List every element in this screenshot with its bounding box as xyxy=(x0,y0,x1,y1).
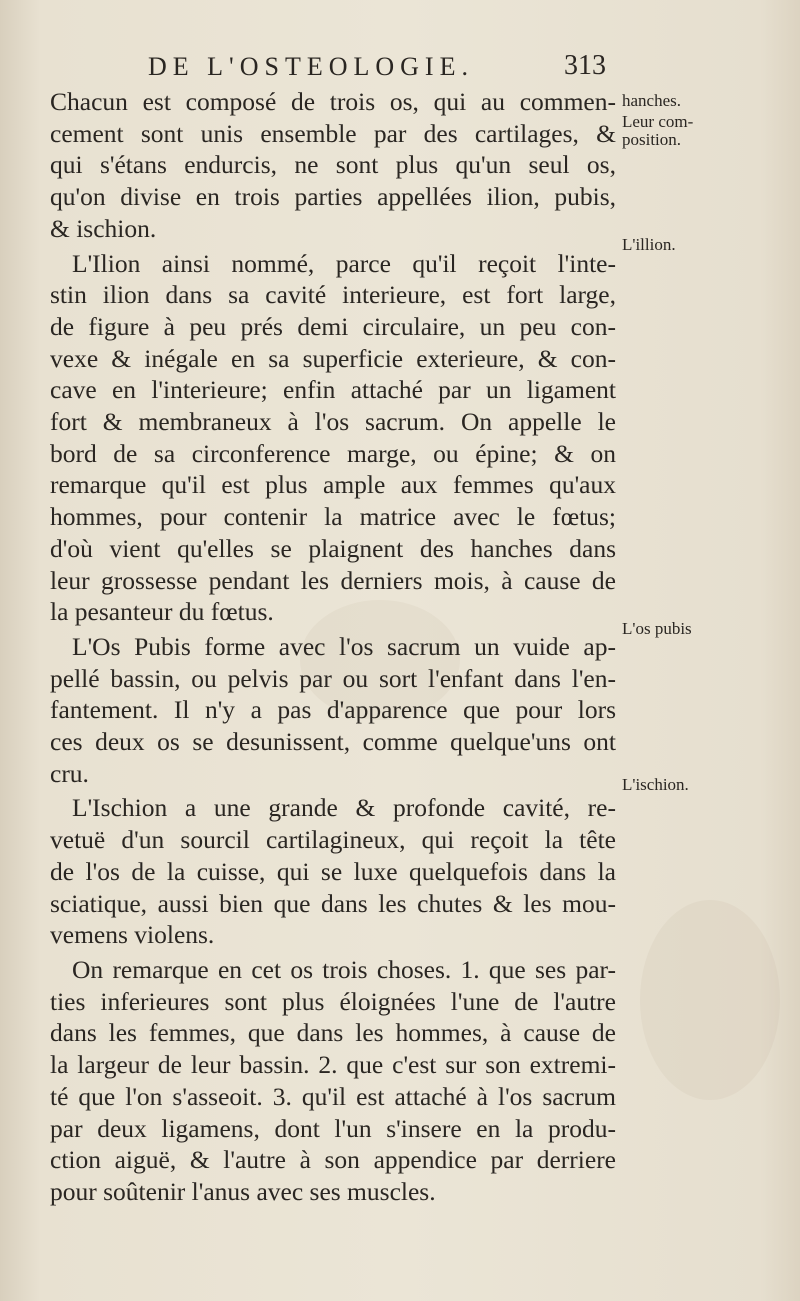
margin-note-position: position. xyxy=(622,130,682,149)
text-line: d'où vient qu'elles se plaignent des hanches dans xyxy=(50,533,616,563)
text-line: L'Os Pubis forme avec l'os sacrum un vuide ap- xyxy=(72,631,616,661)
paragraph-composition xyxy=(50,86,616,245)
text-line: de figure à peu prés demi circulaire, un peu con- xyxy=(50,311,616,341)
margin-note-os-pubis: L'os pubis xyxy=(622,619,692,638)
text-line: leur grossesse pendant les derniers mois, à cause de xyxy=(50,565,616,595)
margin-note-illion: L'illion. xyxy=(622,235,676,254)
text-line: ction aiguë, & l'autre à son appendice par derriere xyxy=(50,1145,616,1175)
text-line: Chacun est composé de trois os, qui au commen- xyxy=(50,87,616,116)
text-line: pellé bassin, ou pelvis par ou sort l'enfant dans l'en- xyxy=(50,663,616,693)
text-line: vemens violens. xyxy=(50,920,215,950)
running-title: DE L'OSTEOLOGIE. xyxy=(148,52,474,81)
text-line: remarque qu'il est plus ample aux femmes qu'aux xyxy=(50,470,616,500)
text-line: vexe & inégale en sa superficie exterieure, & con- xyxy=(50,343,616,373)
text-line: stin ilion dans sa cavité interieure, est fort large, xyxy=(50,280,616,310)
text-line: qui s'étans endurcis, ne sont plus qu'un seul os, xyxy=(50,150,616,180)
text-line: ties inferieures sont plus éloignées l'une de l'autre xyxy=(50,986,616,1016)
text-line: cave en l'interieure; enfin attaché par un ligament xyxy=(50,375,616,405)
page-number: 313 xyxy=(564,50,606,81)
text-line: fort & membraneux à l'os sacrum. On appelle le xyxy=(50,407,616,437)
text-line: té que l'on s'asseoit. 3. qu'il est attaché à l'os sacrum xyxy=(50,1081,616,1111)
paragraph-ilion xyxy=(50,248,616,628)
text-line: On remarque en cet os trois choses. 1. que ses par- xyxy=(72,954,616,984)
margin-note-ischion: L'ischion. xyxy=(622,775,689,794)
main-text xyxy=(50,86,616,1208)
text-line: ces deux os se desunissent, comme quelque'uns ont xyxy=(50,727,616,757)
text-line: par deux ligamens, dont l'un s'insere en la produ- xyxy=(50,1113,616,1143)
text-line: cement sont unis ensemble par des cartilages, & xyxy=(50,118,616,148)
text-line: sciatique, aussi bien que dans les chutes & les mou- xyxy=(50,888,616,918)
text-line: la largeur de leur bassin. 2. que c'est sur son extremi- xyxy=(50,1050,616,1080)
text-line: hommes, pour contenir la matrice avec le fœtus; xyxy=(50,502,616,532)
text-line: bord de sa circonference marge, ou épine; & on xyxy=(50,438,616,468)
text-line: L'Ilion ainsi nommé, parce qu'il reçoit l'inte- xyxy=(72,248,616,278)
text-line: la pesanteur du fœtus. xyxy=(50,597,274,627)
paper-stain xyxy=(640,900,780,1100)
text-line: & ischion. xyxy=(50,213,157,243)
margin-note-hanches: hanches. xyxy=(622,91,682,110)
margin-note-leur-com: Leur com- xyxy=(622,112,694,131)
text-line: fantement. Il n'y a pas d'apparence que pour lors xyxy=(50,695,616,725)
paragraph-ischion xyxy=(50,792,616,951)
text-line: pour soûtenir l'anus avec ses muscles. xyxy=(50,1176,436,1206)
text-line: vetuë d'un sourcil cartilagineux, qui reçoit la tête xyxy=(50,825,616,855)
text-line: cru. xyxy=(50,758,89,788)
paragraph-pubis xyxy=(50,631,616,790)
text-line: dans les femmes, que dans les hommes, à cause de xyxy=(50,1018,616,1048)
text-line: L'Ischion a une grande & profonde cavité, re- xyxy=(72,793,616,823)
text-line: de l'os de la cuisse, qui se luxe quelquefois dans la xyxy=(50,856,616,886)
text-line: qu'on divise en trois parties appellées ilion, pubis, xyxy=(50,182,616,212)
paragraph-remarks xyxy=(50,954,616,1208)
